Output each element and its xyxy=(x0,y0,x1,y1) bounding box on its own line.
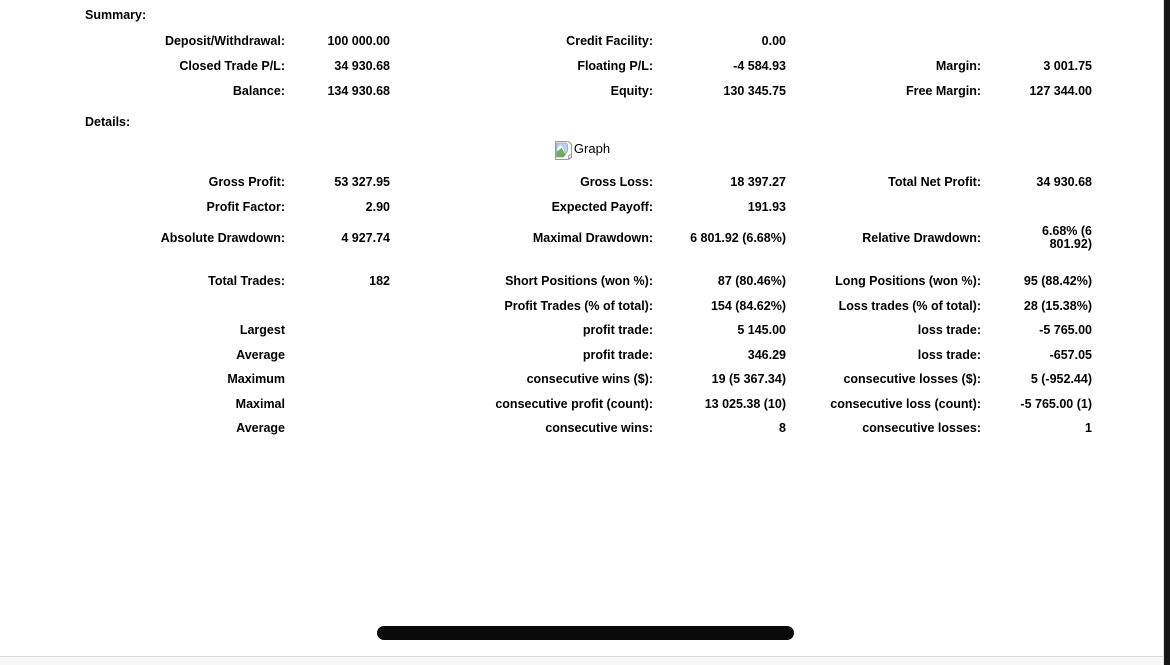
label-cell: Margin: xyxy=(935,58,981,73)
table-row xyxy=(0,367,1163,392)
label-cell: Profit Trades (% of total): xyxy=(504,298,653,313)
table-row xyxy=(0,170,1163,195)
value-cell: 13 025.38 (10) xyxy=(704,396,786,411)
label-cell: consecutive wins ($): xyxy=(526,372,653,387)
value-cell: 34 930.68 xyxy=(334,58,390,73)
value-cell: 154 (84.62%) xyxy=(710,298,786,313)
table-row xyxy=(0,343,1163,368)
value-cell: 3 001.75 xyxy=(1043,58,1092,73)
label-cell: Average xyxy=(236,421,285,436)
table-row xyxy=(0,53,1163,78)
label-cell: Equity: xyxy=(610,83,653,98)
table-row xyxy=(0,28,1163,53)
table-row xyxy=(0,78,1163,103)
label-cell: consecutive profit (count): xyxy=(495,396,653,411)
label-cell: Closed Trade P/L: xyxy=(179,58,285,73)
value-cell: 4 927.74 xyxy=(341,231,390,245)
table-row xyxy=(0,269,1163,294)
bottom-edge-band xyxy=(0,656,1170,665)
label-cell: consecutive loss (count): xyxy=(830,396,981,411)
label-cell: Total Net Profit: xyxy=(888,175,981,190)
value-cell: 182 xyxy=(369,274,390,289)
label-cell: loss trade: xyxy=(917,347,981,362)
label-cell: Credit Facility: xyxy=(566,33,653,48)
value-cell: 134 930.68 xyxy=(327,83,390,98)
label-cell: Short Positions (won %): xyxy=(505,274,653,289)
label-cell: loss trade: xyxy=(917,323,981,338)
table-row xyxy=(0,195,1163,220)
label-cell: consecutive losses: xyxy=(862,421,981,436)
value-cell: 18 397.27 xyxy=(730,175,786,190)
label-cell: consecutive wins: xyxy=(545,421,653,436)
value-cell: 127 344.00 xyxy=(1029,83,1092,98)
label-cell: Total Trades: xyxy=(208,274,285,289)
value-cell: 346.29 xyxy=(747,347,786,362)
summary-section-title: Summary: xyxy=(85,8,147,22)
value-cell: 5 (-952.44) xyxy=(1030,372,1092,387)
label-cell: Maximal xyxy=(235,396,285,411)
value-cell: 53 327.95 xyxy=(334,175,390,190)
table-row xyxy=(0,318,1163,343)
table-row xyxy=(0,416,1163,441)
label-cell: Average xyxy=(236,347,285,362)
value-cell: 6 801.92 (6.68%) xyxy=(690,231,786,245)
table-row xyxy=(0,219,1163,257)
value-cell: -657.05 xyxy=(1049,347,1092,362)
label-cell: Relative Drawdown: xyxy=(862,231,981,245)
label-cell: Gross Loss: xyxy=(580,175,653,190)
screen-edge-strip xyxy=(1163,0,1170,665)
value-cell: 191.93 xyxy=(747,199,786,214)
table-row xyxy=(0,392,1163,417)
table-row xyxy=(0,294,1163,319)
value-cell: 100 000.00 xyxy=(327,33,390,48)
label-cell: Floating P/L: xyxy=(577,58,653,73)
value-cell: 5 145.00 xyxy=(737,323,786,338)
label-cell: Long Positions (won %): xyxy=(835,274,981,289)
value-cell: -4 584.93 xyxy=(733,58,786,73)
label-cell: Balance: xyxy=(232,83,285,98)
label-cell: Free Margin: xyxy=(905,83,981,98)
graph-alt-text: Graph xyxy=(573,141,611,156)
label-cell: profit trade: xyxy=(582,347,653,362)
home-indicator[interactable] xyxy=(377,626,794,640)
value-cell: -5 765.00 (1) xyxy=(1020,396,1092,411)
label-cell: profit trade: xyxy=(582,323,653,338)
value-cell: 6.68% (6 801.92) xyxy=(1041,224,1092,251)
value-cell: 8 xyxy=(779,421,786,436)
label-cell: Deposit/Withdrawal: xyxy=(164,33,285,48)
label-cell: Largest xyxy=(239,323,285,338)
value-cell: -5 765.00 xyxy=(1039,323,1092,338)
label-cell: consecutive losses ($): xyxy=(843,372,981,387)
label-cell: Loss trades (% of total): xyxy=(838,298,981,313)
details-table xyxy=(0,170,1163,441)
value-cell: 1 xyxy=(1085,421,1092,436)
label-cell: Profit Factor: xyxy=(206,199,285,214)
graph-placeholder xyxy=(0,140,1163,162)
label-cell: Maximum xyxy=(227,372,285,387)
label-cell: Expected Payoff: xyxy=(551,199,653,214)
label-cell: Maximal Drawdown: xyxy=(532,231,653,245)
value-cell: 0.00 xyxy=(761,33,786,48)
value-cell: 2.90 xyxy=(365,199,390,214)
value-cell: 34 930.68 xyxy=(1036,175,1092,190)
summary-table xyxy=(0,28,1163,103)
value-cell: 28 (15.38%) xyxy=(1023,298,1092,313)
details-section-title: Details: xyxy=(85,115,131,129)
value-cell: 19 (5 367.34) xyxy=(711,372,786,387)
value-cell: 95 (88.42%) xyxy=(1023,274,1092,289)
value-cell: 87 (80.46%) xyxy=(717,274,786,289)
broken-image-icon xyxy=(553,140,574,161)
value-cell: 130 345.75 xyxy=(723,83,786,98)
label-cell: Gross Profit: xyxy=(208,175,285,190)
label-cell: Absolute Drawdown: xyxy=(160,231,285,245)
